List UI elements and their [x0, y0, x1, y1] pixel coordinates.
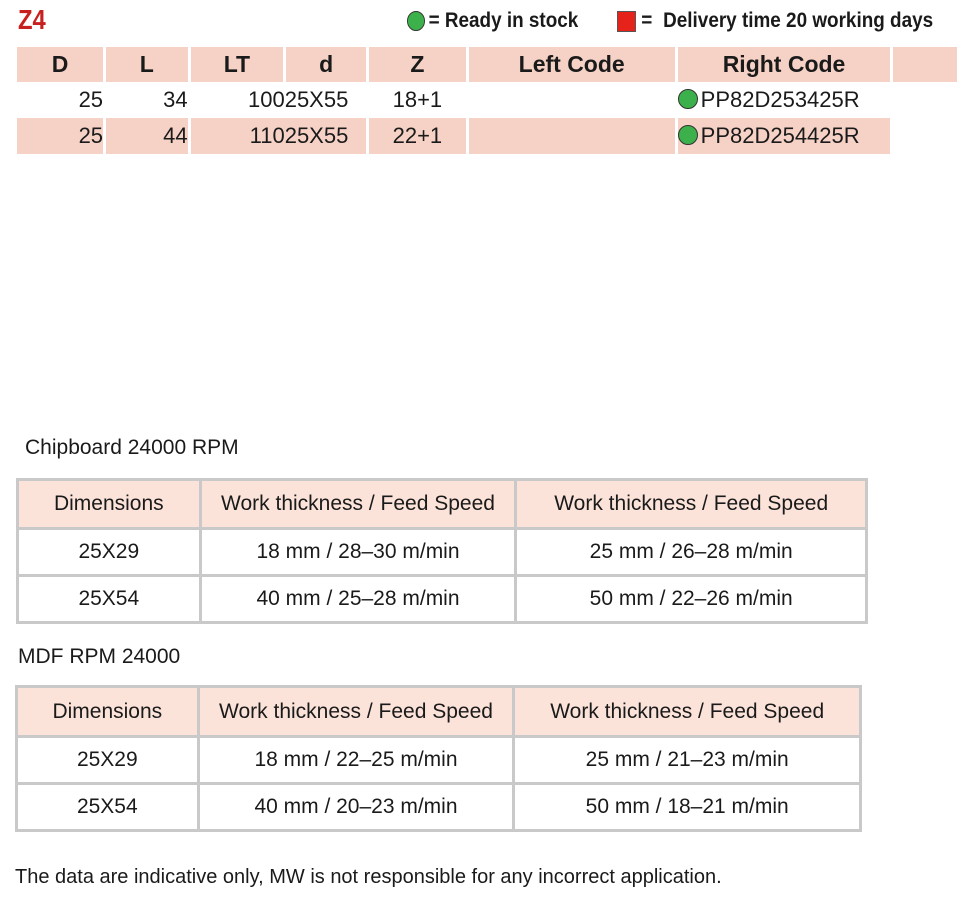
- table-row: [18, 576, 867, 623]
- col-header-left-code: Left Code: [467, 47, 676, 82]
- cell-dimensions: 25X29: [17, 737, 199, 784]
- table-row: [17, 118, 959, 154]
- col-header-dimensions: Dimensions: [17, 687, 199, 737]
- legend-delivery-eq: =: [641, 9, 653, 32]
- product-table: [17, 47, 960, 154]
- cell-dimensions: 25X54: [17, 784, 199, 831]
- chipboard-table: [16, 478, 868, 624]
- cell-blank: [892, 82, 959, 118]
- cell-left-code: [467, 118, 676, 154]
- green-dot-icon: [407, 11, 425, 31]
- col-header-LT: LT: [189, 47, 285, 82]
- col-header-work-thickness: Work thickness / Feed Speed: [514, 687, 861, 737]
- cell-speed: 50 mm / 22–26 m/min: [516, 576, 867, 623]
- table-header-row: [17, 687, 861, 737]
- cell-right-code: [676, 82, 892, 118]
- cell-d: 25X55: [285, 82, 368, 118]
- col-header-right-code: Right Code: [676, 47, 892, 82]
- col-header-work-thickness: Work thickness / Feed Speed: [198, 687, 514, 737]
- cell-Z: 18+1: [368, 82, 468, 118]
- legend-ready: [407, 8, 578, 34]
- col-header-d: d: [285, 47, 368, 82]
- col-header-work-thickness: Work thickness / Feed Speed: [516, 480, 867, 529]
- cell-LT: 100: [247, 87, 285, 112]
- col-header-dimensions: Dimensions: [18, 480, 201, 529]
- cell-speed: 18 mm / 28–30 m/min: [200, 529, 516, 576]
- cell-D: 25: [17, 82, 105, 118]
- cell-right-code: [676, 118, 892, 154]
- col-header-D: D: [17, 47, 105, 82]
- cell-LT: 110: [189, 118, 285, 154]
- right-code-text: PP82D254425R: [700, 123, 860, 148]
- cell-d: 25X55: [285, 118, 368, 154]
- table-row: [17, 737, 861, 784]
- cell-speed: 40 mm / 25–28 m/min: [200, 576, 516, 623]
- mdf-table: [15, 685, 862, 832]
- cell-blank: [892, 118, 959, 154]
- cell-speed: 50 mm / 18–21 m/min: [514, 784, 861, 831]
- legend-delivery: [617, 8, 933, 34]
- table-row: [17, 82, 959, 118]
- chipboard-title: Chipboard 24000 RPM: [25, 436, 239, 459]
- cell-speed: 25 mm / 21–23 m/min: [514, 737, 861, 784]
- cell-left-code: [467, 82, 676, 118]
- table-row: [18, 529, 867, 576]
- cell-L: 44: [105, 118, 190, 154]
- cell-speed: 18 mm / 22–25 m/min: [198, 737, 514, 784]
- cell-Z: 22+1: [368, 118, 468, 154]
- cell-speed: 40 mm / 20–23 m/min: [198, 784, 514, 831]
- mdf-title: MDF RPM 24000: [18, 645, 181, 668]
- green-dot-icon: [678, 89, 698, 109]
- legend-delivery-label: Delivery time 20 working days: [663, 9, 934, 32]
- col-header-L: L: [105, 47, 190, 82]
- col-header-blank: [892, 47, 959, 82]
- table-header-row: [18, 480, 867, 529]
- legend-ready-label: = Ready in stock: [428, 9, 579, 32]
- col-header-Z: Z: [368, 47, 468, 82]
- cell-dimensions: 25X29: [18, 529, 201, 576]
- cell-dimensions: 25X54: [18, 576, 201, 623]
- right-code-text: PP82D253425R: [700, 87, 860, 112]
- cell-speed: 25 mm / 26–28 m/min: [516, 529, 867, 576]
- col-header-work-thickness: Work thickness / Feed Speed: [200, 480, 516, 529]
- cell-D: 25: [17, 118, 105, 154]
- table-header-row: [17, 47, 959, 82]
- table-row: [17, 784, 861, 831]
- green-dot-icon: [678, 125, 698, 145]
- page-title: Z4: [18, 4, 46, 35]
- cell-L: 34: [105, 82, 190, 118]
- red-square-icon: [617, 11, 636, 32]
- disclaimer-note: The data are indicative only, MW is not responsible for any incorrect application.: [15, 866, 722, 888]
